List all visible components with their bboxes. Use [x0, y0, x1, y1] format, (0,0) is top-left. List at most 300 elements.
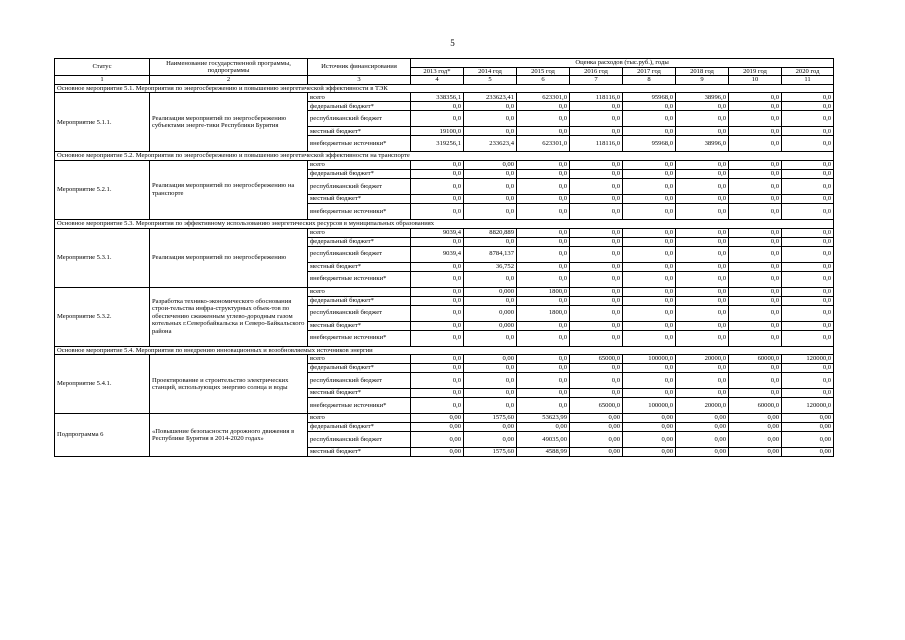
value-cell: 0,0	[782, 102, 834, 111]
value-cell: 0,0	[676, 271, 729, 287]
value-cell: 118116,0	[570, 136, 623, 152]
value-cell: 0,0	[570, 271, 623, 287]
value-cell: 0,0	[623, 111, 676, 127]
value-cell: 0,0	[464, 178, 517, 194]
value-cell: 1800,0	[517, 305, 570, 321]
value-cell: 0,0	[676, 160, 729, 169]
value-cell: 0,00	[782, 414, 834, 423]
source-cell: всего	[308, 228, 411, 237]
value-cell: 0,0	[570, 389, 623, 398]
source-cell: федеральный бюджет*	[308, 296, 411, 305]
header-source: Источник финансирования	[308, 59, 411, 76]
value-cell: 0,0	[570, 194, 623, 203]
source-cell: республиканский бюджет	[308, 305, 411, 321]
value-cell: 0,00	[464, 432, 517, 448]
value-cell: 0,0	[729, 203, 782, 219]
program-name-cell: Реализация мероприятий по энергосбережению субъектами энерге-тики Республики Бурятия	[150, 93, 308, 152]
source-cell: всего	[308, 93, 411, 102]
value-cell: 319256,1	[411, 136, 464, 152]
value-cell: 0,0	[782, 93, 834, 102]
program-name-cell: «Повышение безопасности дорожного движения в Республике Бурятия в 2014-2020 годах»	[150, 414, 308, 457]
value-cell: 0,0	[411, 398, 464, 414]
value-cell: 0,00	[623, 423, 676, 432]
value-cell: 20000,0	[676, 398, 729, 414]
value-cell: 0,0	[676, 111, 729, 127]
status-cell: Подпрограмма 6	[55, 414, 150, 457]
value-cell: 0,0	[623, 194, 676, 203]
value-cell: 0,00	[782, 448, 834, 457]
value-cell: 0,00	[411, 423, 464, 432]
value-cell: 0,0	[623, 389, 676, 398]
header-status: Статус	[55, 59, 150, 76]
source-cell: местный бюджет*	[308, 389, 411, 398]
header-program: Наименование государственной программы, подпрограммы	[150, 59, 308, 76]
value-cell: 0,00	[729, 414, 782, 423]
value-cell: 0,0	[570, 102, 623, 111]
source-cell: местный бюджет*	[308, 127, 411, 136]
value-cell: 1575,60	[464, 414, 517, 423]
column-number: 4	[411, 76, 464, 85]
value-cell: 65000,0	[570, 355, 623, 364]
value-cell: 0,0	[517, 194, 570, 203]
column-number: 9	[676, 76, 729, 85]
value-cell: 0,00	[676, 448, 729, 457]
value-cell: 0,0	[517, 373, 570, 389]
value-cell: 0,0	[517, 296, 570, 305]
value-cell: 60000,0	[729, 355, 782, 364]
value-cell: 0,0	[464, 111, 517, 127]
source-cell: внебюджетные источники*	[308, 136, 411, 152]
value-cell: 0,0	[411, 389, 464, 398]
value-cell: 36,752	[464, 262, 517, 271]
value-cell: 38996,0	[676, 93, 729, 102]
value-cell: 0,0	[676, 305, 729, 321]
value-cell: 0,0	[729, 93, 782, 102]
year-header: 2015 год	[517, 67, 570, 76]
value-cell: 0,0	[782, 111, 834, 127]
table-row	[55, 355, 834, 364]
source-cell: внебюджетные источники*	[308, 330, 411, 346]
value-cell: 0,0	[464, 237, 517, 246]
value-cell: 0,0	[676, 102, 729, 111]
section-title: Основное мероприятие 5.1. Мероприятия по энергосбережению и повышению энергетической эффективности в ТЭК	[55, 84, 834, 93]
value-cell: 0,0	[729, 287, 782, 296]
value-cell: 0,0	[570, 127, 623, 136]
value-cell: 0,0	[517, 321, 570, 330]
source-cell: внебюджетные источники*	[308, 203, 411, 219]
value-cell: 0,0	[570, 237, 623, 246]
column-number: 10	[729, 76, 782, 85]
value-cell: 0,0	[729, 364, 782, 373]
year-header: 2020 год	[782, 67, 834, 76]
source-cell: внебюджетные источники*	[308, 271, 411, 287]
value-cell: 0,0	[782, 389, 834, 398]
value-cell: 9039,4	[411, 246, 464, 262]
value-cell: 0,0	[623, 271, 676, 287]
value-cell: 0,0	[411, 355, 464, 364]
value-cell: 0,0	[570, 111, 623, 127]
value-cell: 20000,0	[676, 355, 729, 364]
value-cell: 0,0	[464, 194, 517, 203]
value-cell: 0,0	[782, 194, 834, 203]
source-cell: всего	[308, 355, 411, 364]
status-cell: Мероприятие 5.3.1.	[55, 228, 150, 287]
value-cell: 0,0	[411, 287, 464, 296]
value-cell: 0,00	[729, 432, 782, 448]
value-cell: 0,0	[464, 373, 517, 389]
section-row	[55, 219, 834, 228]
value-cell: 0,00	[570, 432, 623, 448]
year-header: 2013 год*	[411, 67, 464, 76]
value-cell: 0,0	[411, 321, 464, 330]
value-cell: 0,0	[517, 127, 570, 136]
value-cell: 0,0	[782, 287, 834, 296]
value-cell: 0,0	[623, 287, 676, 296]
page-number: 5	[450, 38, 455, 48]
table-row	[55, 93, 834, 102]
value-cell: 0,0	[676, 373, 729, 389]
value-cell: 0,0	[782, 373, 834, 389]
year-header: 2017 год	[623, 67, 676, 76]
value-cell: 0,0	[517, 330, 570, 346]
value-cell: 0,0	[782, 169, 834, 178]
value-cell: 38996,0	[676, 136, 729, 152]
value-cell: 0,0	[676, 262, 729, 271]
value-cell: 65000,0	[570, 398, 623, 414]
status-cell: Мероприятие 5.1.1.	[55, 93, 150, 152]
value-cell: 100000,0	[623, 398, 676, 414]
value-cell: 0,0	[464, 364, 517, 373]
value-cell: 0,0	[411, 102, 464, 111]
value-cell: 53623,99	[517, 414, 570, 423]
value-cell: 0,000	[464, 287, 517, 296]
value-cell: 19100,0	[411, 127, 464, 136]
value-cell: 49035,00	[517, 432, 570, 448]
value-cell: 0,0	[729, 389, 782, 398]
source-cell: федеральный бюджет*	[308, 237, 411, 246]
column-number: 8	[623, 76, 676, 85]
value-cell: 0,0	[623, 203, 676, 219]
value-cell: 1800,0	[517, 287, 570, 296]
value-cell: 0,0	[623, 364, 676, 373]
value-cell: 0,00	[676, 423, 729, 432]
source-cell: местный бюджет*	[308, 321, 411, 330]
value-cell: 0,0	[782, 127, 834, 136]
value-cell: 0,0	[729, 178, 782, 194]
section-row	[55, 346, 834, 355]
year-header: 2014 год	[464, 67, 517, 76]
value-cell: 0,0	[623, 373, 676, 389]
value-cell: 0,00	[464, 423, 517, 432]
value-cell: 0,0	[411, 237, 464, 246]
value-cell: 0,0	[729, 237, 782, 246]
value-cell: 0,0	[623, 330, 676, 346]
value-cell: 0,0	[464, 389, 517, 398]
value-cell: 0,0	[729, 330, 782, 346]
value-cell: 0,0	[570, 305, 623, 321]
column-number: 5	[464, 76, 517, 85]
value-cell: 100000,0	[623, 355, 676, 364]
year-header: 2019 год	[729, 67, 782, 76]
value-cell: 0,0	[676, 287, 729, 296]
value-cell: 0,0	[411, 373, 464, 389]
column-number: 11	[782, 76, 834, 85]
source-cell: федеральный бюджет*	[308, 423, 411, 432]
value-cell: 0,000	[464, 305, 517, 321]
value-cell: 0,0	[411, 194, 464, 203]
value-cell: 0,0	[623, 160, 676, 169]
value-cell: 0,0	[782, 321, 834, 330]
value-cell: 0,0	[411, 271, 464, 287]
value-cell: 0,0	[782, 246, 834, 262]
value-cell: 0,0	[623, 246, 676, 262]
value-cell: 0,00	[570, 448, 623, 457]
source-cell: всего	[308, 287, 411, 296]
value-cell: 0,0	[411, 305, 464, 321]
source-cell: республиканский бюджет	[308, 432, 411, 448]
value-cell: 0,0	[676, 178, 729, 194]
source-cell: республиканский бюджет	[308, 246, 411, 262]
value-cell: 0,0	[517, 169, 570, 178]
value-cell: 0,00	[729, 448, 782, 457]
value-cell: 0,0	[570, 330, 623, 346]
value-cell: 0,0	[517, 102, 570, 111]
value-cell: 0,0	[517, 111, 570, 127]
value-cell: 0,0	[676, 203, 729, 219]
value-cell: 0,0	[623, 237, 676, 246]
program-name-cell: Разработка технико-экономического обоснования строи-тельства инфра-структурных объек-тов по обеспечению сжиженным углево-дородным газом котельных г.Северобайкальска и Северо-Байкальского района	[150, 287, 308, 346]
table-row	[55, 414, 834, 423]
value-cell: 0,0	[570, 160, 623, 169]
value-cell: 0,0	[676, 364, 729, 373]
source-cell: федеральный бюджет*	[308, 364, 411, 373]
value-cell: 0,0	[411, 296, 464, 305]
value-cell: 0,0	[517, 228, 570, 237]
value-cell: 233623,41	[464, 93, 517, 102]
value-cell: 0,0	[464, 169, 517, 178]
table-row	[55, 228, 834, 237]
value-cell: 0,0	[623, 305, 676, 321]
value-cell: 0,00	[411, 414, 464, 423]
value-cell: 0,0	[623, 169, 676, 178]
value-cell: 0,0	[729, 194, 782, 203]
value-cell: 0,0	[570, 262, 623, 271]
value-cell: 0,0	[623, 321, 676, 330]
value-cell: 1575,60	[464, 448, 517, 457]
value-cell: 0,0	[782, 262, 834, 271]
value-cell: 0,0	[729, 321, 782, 330]
column-number: 1	[55, 76, 150, 85]
column-number: 3	[308, 76, 411, 85]
value-cell: 0,00	[464, 355, 517, 364]
value-cell: 0,0	[411, 364, 464, 373]
source-cell: республиканский бюджет	[308, 178, 411, 194]
value-cell: 95968,0	[623, 136, 676, 152]
value-cell: 9039,4	[411, 228, 464, 237]
value-cell: 0,0	[411, 169, 464, 178]
value-cell: 338356,1	[411, 93, 464, 102]
value-cell: 0,00	[623, 414, 676, 423]
value-cell: 0,0	[517, 246, 570, 262]
value-cell: 0,0	[464, 203, 517, 219]
value-cell: 0,0	[623, 127, 676, 136]
value-cell: 0,0	[517, 389, 570, 398]
value-cell: 0,0	[517, 398, 570, 414]
value-cell: 0,0	[411, 160, 464, 169]
value-cell: 0,0	[517, 237, 570, 246]
value-cell: 0,0	[782, 296, 834, 305]
value-cell: 0,0	[570, 321, 623, 330]
value-cell: 0,00	[782, 432, 834, 448]
value-cell: 0,00	[411, 448, 464, 457]
value-cell: 0,0	[729, 111, 782, 127]
source-cell: республиканский бюджет	[308, 373, 411, 389]
value-cell: 0,0	[517, 364, 570, 373]
value-cell: 0,0	[676, 330, 729, 346]
value-cell: 0,0	[676, 246, 729, 262]
status-cell: Мероприятие 5.3.2.	[55, 287, 150, 346]
value-cell: 4588,99	[517, 448, 570, 457]
value-cell: 0,0	[729, 373, 782, 389]
value-cell: 0,0	[570, 228, 623, 237]
value-cell: 0,0	[517, 355, 570, 364]
section-title: Основное мероприятие 5.2. Мероприятия по энергосбережению и повышению энергетической эффективности на транспорте	[55, 152, 834, 161]
year-header: 2018 год	[676, 67, 729, 76]
program-name-cell: Проектирование и строительство электрических станций, использующих энергию солнца и воды	[150, 355, 308, 414]
value-cell: 0,0	[411, 111, 464, 127]
source-cell: федеральный бюджет*	[308, 169, 411, 178]
header-estimate: Оценка расходов (тыс.руб.), годы	[411, 59, 834, 68]
value-cell: 0,0	[570, 169, 623, 178]
value-cell: 233623,4	[464, 136, 517, 152]
value-cell: 0,00	[411, 432, 464, 448]
section-title: Основное мероприятие 5.3. Мероприятия по эффективному использованию энергетических ресурсов в муниципальных образованиях	[55, 219, 834, 228]
value-cell: 0,0	[676, 228, 729, 237]
value-cell: 0,00	[623, 448, 676, 457]
value-cell: 120000,0	[782, 398, 834, 414]
value-cell: 0,0	[729, 296, 782, 305]
value-cell: 0,0	[676, 169, 729, 178]
value-cell: 0,0	[782, 237, 834, 246]
value-cell: 0,0	[570, 373, 623, 389]
value-cell: 60000,0	[729, 398, 782, 414]
value-cell: 0,00	[570, 423, 623, 432]
value-cell: 8784,137	[464, 246, 517, 262]
budget-table	[54, 58, 834, 457]
value-cell: 0,0	[782, 203, 834, 219]
section-row	[55, 152, 834, 161]
source-cell: внебюджетные источники*	[308, 398, 411, 414]
value-cell: 0,0	[729, 262, 782, 271]
value-cell: 0,0	[729, 246, 782, 262]
value-cell: 0,0	[570, 246, 623, 262]
column-number: 7	[570, 76, 623, 85]
value-cell: 95968,0	[623, 93, 676, 102]
table-row	[55, 160, 834, 169]
value-cell: 0,0	[517, 160, 570, 169]
value-cell: 0,0	[782, 160, 834, 169]
value-cell: 0,0	[729, 228, 782, 237]
value-cell: 0,0	[464, 398, 517, 414]
program-name-cell: Реализация мероприятий по энергосбережению на транспорте	[150, 160, 308, 219]
value-cell: 0,0	[676, 389, 729, 398]
value-cell: 0,0	[729, 169, 782, 178]
value-cell: 0,0	[517, 271, 570, 287]
value-cell: 623301,0	[517, 136, 570, 152]
value-cell: 0,0	[676, 296, 729, 305]
program-name-cell: Реализация мероприятий по энергосбережению	[150, 228, 308, 287]
value-cell: 0,0	[623, 178, 676, 194]
value-cell: 0,0	[411, 203, 464, 219]
value-cell: 0,0	[411, 178, 464, 194]
value-cell: 0,0	[729, 160, 782, 169]
value-cell: 0,0	[570, 178, 623, 194]
value-cell: 0,0	[676, 194, 729, 203]
value-cell: 0,0	[570, 287, 623, 296]
value-cell: 0,00	[623, 432, 676, 448]
value-cell: 0,0	[570, 364, 623, 373]
value-cell: 0,0	[623, 262, 676, 271]
value-cell: 0,0	[676, 237, 729, 246]
value-cell: 0,00	[676, 432, 729, 448]
status-cell: Мероприятие 5.2.1.	[55, 160, 150, 219]
value-cell: 0,0	[411, 330, 464, 346]
value-cell: 0,0	[464, 102, 517, 111]
value-cell: 0,0	[676, 127, 729, 136]
value-cell: 120000,0	[782, 355, 834, 364]
value-cell: 0,0	[517, 203, 570, 219]
value-cell: 0,0	[464, 271, 517, 287]
source-cell: всего	[308, 414, 411, 423]
source-cell: всего	[308, 160, 411, 169]
value-cell: 0,0	[729, 127, 782, 136]
value-cell: 0,0	[623, 228, 676, 237]
source-cell: республиканский бюджет	[308, 111, 411, 127]
value-cell: 0,0	[782, 271, 834, 287]
value-cell: 0,0	[517, 178, 570, 194]
column-number: 2	[150, 76, 308, 85]
column-number: 6	[517, 76, 570, 85]
section-title: Основное мероприятие 5.4. Мероприятия по внедрению инновационных и возобновляемых источников энергии	[55, 346, 834, 355]
source-cell: местный бюджет*	[308, 194, 411, 203]
value-cell: 0,0	[782, 178, 834, 194]
value-cell: 0,0	[782, 330, 834, 346]
value-cell: 623301,0	[517, 93, 570, 102]
source-cell: федеральный бюджет*	[308, 102, 411, 111]
value-cell: 0,0	[517, 262, 570, 271]
value-cell: 0,0	[464, 296, 517, 305]
value-cell: 0,0	[623, 102, 676, 111]
value-cell: 0,0	[729, 136, 782, 152]
value-cell: 0,0	[729, 271, 782, 287]
source-cell: местный бюджет*	[308, 262, 411, 271]
value-cell: 0,00	[517, 423, 570, 432]
value-cell: 0,00	[729, 423, 782, 432]
value-cell: 0,0	[464, 330, 517, 346]
value-cell: 0,0	[570, 296, 623, 305]
source-cell: местный бюджет*	[308, 448, 411, 457]
value-cell: 0,00	[570, 414, 623, 423]
value-cell: 0,0	[570, 203, 623, 219]
value-cell: 0,0	[464, 127, 517, 136]
value-cell: 0,00	[464, 160, 517, 169]
value-cell: 0,0	[676, 321, 729, 330]
value-cell: 0,00	[676, 414, 729, 423]
status-cell: Мероприятие 5.4.1.	[55, 355, 150, 414]
value-cell: 0,0	[729, 305, 782, 321]
value-cell: 0,0	[782, 136, 834, 152]
value-cell: 0,0	[782, 305, 834, 321]
